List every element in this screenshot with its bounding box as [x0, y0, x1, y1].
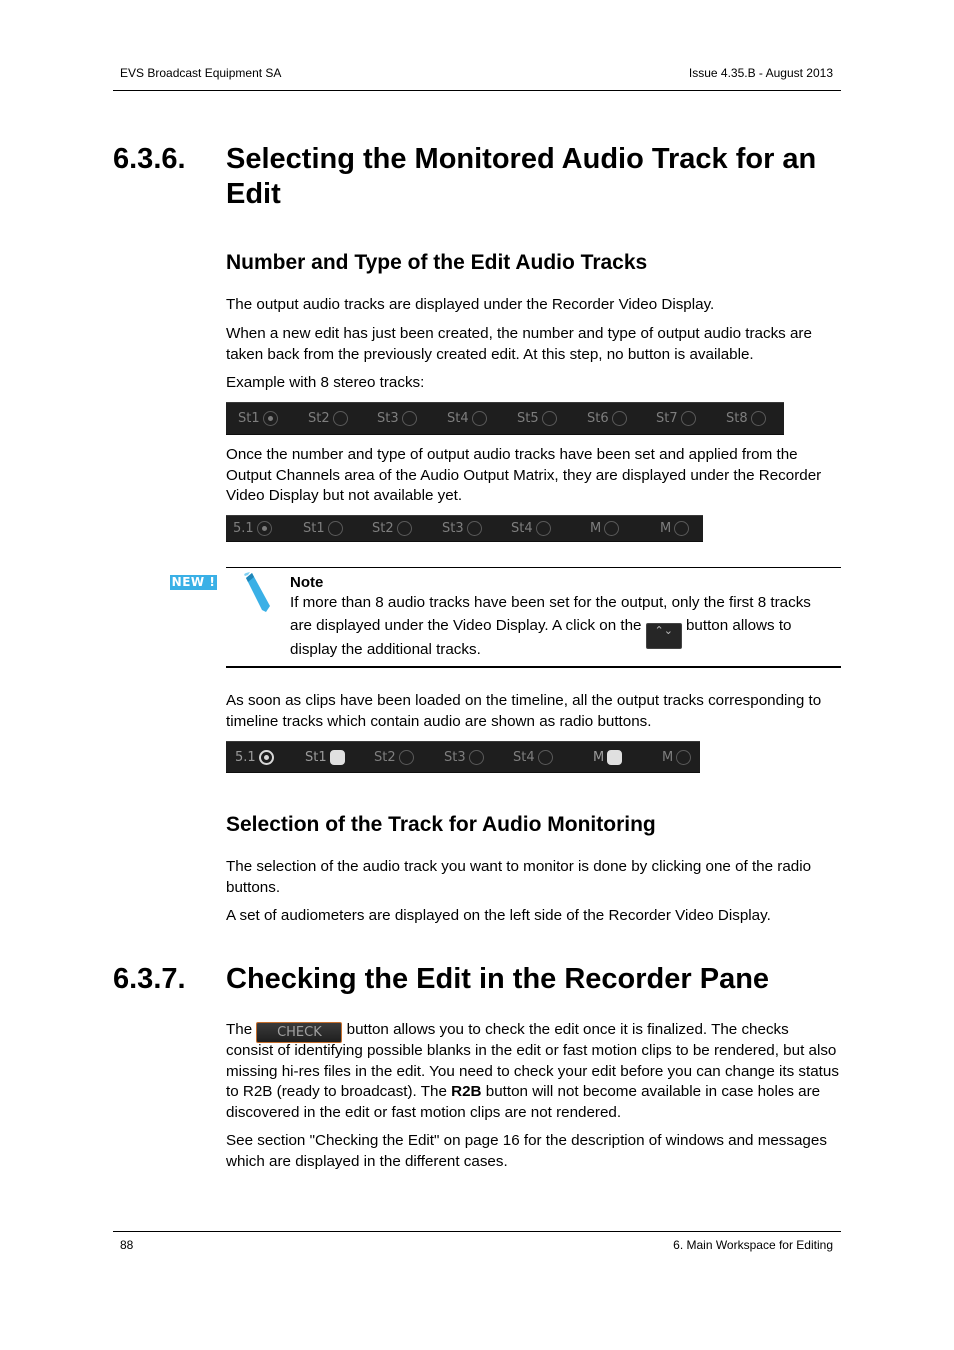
track-label: St2	[308, 411, 330, 426]
subheading-selection: Selection of the Track for Audio Monitoring	[226, 813, 656, 836]
radio-icon	[612, 411, 627, 426]
track-item[interactable]	[305, 742, 345, 772]
track-label: St1	[305, 749, 327, 765]
radio-icon	[538, 750, 553, 765]
track-item	[660, 516, 689, 541]
paragraph: Example with 8 stereo tracks:	[226, 374, 425, 391]
paragraph: See section "Checking the Edit" on page 16 for the description of windows and messages which are displayed in the different cases.	[226, 1132, 827, 1170]
expand-tracks-button[interactable]: ⌃⌄	[646, 623, 682, 649]
radio-icon	[472, 411, 487, 426]
subheading-number-type: Number and Type of the Edit Audio Tracks	[226, 251, 648, 274]
track-label: St3	[442, 521, 464, 536]
track-item	[442, 516, 482, 541]
check-paragraph-rest	[226, 1041, 840, 1123]
radio-icon	[681, 411, 696, 426]
track-item	[662, 742, 691, 772]
track-item	[233, 516, 272, 541]
track-item	[372, 516, 412, 541]
radio-icon	[467, 521, 482, 536]
track-item	[590, 516, 619, 541]
track-item	[587, 403, 627, 434]
text: consist of identifying possible blanks in the edit or fast motion clips to be rendered, but also missing hi-res files in the edit. You need to check your edit before you can change its status to R2B (ready to broadcast). The	[226, 1042, 839, 1100]
radio-icon	[676, 750, 691, 765]
radio-icon	[604, 521, 619, 536]
note-bottom-rule	[226, 666, 841, 668]
track-label: St7	[656, 411, 678, 426]
radio-icon	[751, 411, 766, 426]
page-number: 88	[120, 1238, 134, 1252]
radio-icon	[542, 411, 557, 426]
paragraph: The selection of the audio track you want to monitor is done by clicking one of the radio buttons.	[226, 858, 812, 896]
track-label: St5	[517, 411, 539, 426]
radio-icon	[402, 411, 417, 426]
check-button[interactable]: CHECK	[256, 1022, 342, 1043]
note-line2-start: are displayed under the Video Display. A click on the	[290, 617, 642, 634]
note-line1: If more than 8 audio tracks have been set for the output, only the first 8 tracks	[290, 594, 811, 611]
track-item	[513, 742, 553, 772]
audio-track-bar-stereo	[226, 402, 784, 435]
paragraph: A set of audiometers are displayed on the left side of the Recorder Video Display.	[226, 907, 771, 924]
track-label: St4	[511, 521, 533, 536]
track-item	[726, 403, 766, 434]
radio-icon	[469, 750, 484, 765]
track-label: St4	[447, 411, 469, 426]
section-number: 6.3.6.	[113, 143, 186, 175]
radio-icon[interactable]	[330, 750, 345, 765]
track-label: St1	[303, 521, 325, 536]
paragraph: As soon as clips have been loaded on the timeline, all the output tracks corresponding to timeline tracks which contain audio are shown as radio buttons.	[226, 692, 822, 730]
footer-rule	[113, 1231, 841, 1232]
track-label: St2	[372, 521, 394, 536]
text: button will not become available in case holes are discovered in the edit or fast motion clips are not rendered.	[226, 1083, 821, 1121]
track-label: 5.1	[235, 749, 256, 765]
section-number: 6.3.7.	[113, 963, 186, 995]
r2b-label: R2B	[451, 1083, 482, 1100]
audio-track-bar-active	[226, 741, 700, 773]
radio-icon	[263, 411, 278, 426]
radio-selected-icon[interactable]	[259, 750, 274, 765]
track-label: St1	[238, 411, 260, 426]
radio-icon	[333, 411, 348, 426]
radio-icon	[397, 521, 412, 536]
header-rule	[113, 90, 841, 91]
radio-icon	[328, 521, 343, 536]
note-title: Note	[290, 574, 324, 591]
track-label: St3	[444, 749, 466, 765]
track-item	[447, 403, 487, 434]
track-item	[517, 403, 557, 434]
track-label: St2	[374, 749, 396, 765]
check-paragraph-line1	[226, 1017, 789, 1043]
track-label: M	[660, 521, 672, 536]
track-label: M	[590, 521, 602, 536]
track-item	[308, 403, 348, 434]
pencil-icon	[242, 572, 272, 614]
new-badge: NEW !	[171, 575, 216, 589]
section-title: Selecting the Monitored Audio Track for an Edit	[226, 143, 817, 210]
note-top-rule	[226, 567, 841, 568]
track-item	[374, 742, 414, 772]
track-item[interactable]	[235, 742, 274, 772]
track-item	[303, 516, 343, 541]
footer-chapter: 6. Main Workspace for Editing	[673, 1238, 833, 1252]
track-item	[656, 403, 696, 434]
track-label: St6	[587, 411, 609, 426]
track-item	[238, 403, 278, 434]
track-item	[377, 403, 417, 434]
track-label: M	[662, 749, 674, 765]
note-line2-end: button allows to	[685, 617, 792, 634]
text-the: The	[226, 1021, 253, 1038]
radio-icon	[399, 750, 414, 765]
radio-icon	[257, 521, 272, 536]
header-issue: Issue 4.35.B - August 2013	[688, 66, 833, 80]
radio-icon	[674, 521, 689, 536]
paragraph: Once the number and type of output audio tracks have been set and applied from the Output Channels area of the Audio Output Matrix, they are displayed under the Recorder Video Display but not available yet.	[226, 446, 822, 504]
radio-icon	[536, 521, 551, 536]
track-item[interactable]	[593, 742, 622, 772]
track-item	[444, 742, 484, 772]
track-label: M	[593, 749, 605, 765]
section-title: Checking the Edit in the Recorder Pane	[226, 963, 770, 995]
track-label: St8	[726, 411, 748, 426]
track-item	[511, 516, 551, 541]
text-check-desc: button allows you to check the edit once it is finalized. The checks	[346, 1021, 789, 1038]
note-line3: display the additional tracks.	[290, 641, 481, 658]
header-company: EVS Broadcast Equipment SA	[120, 66, 282, 80]
track-label: St3	[377, 411, 399, 426]
audio-track-bar-unavailable	[226, 515, 703, 542]
paragraph: When a new edit has just been created, the number and type of output audio tracks are taken back from the previously created edit. At this step, no button is available.	[226, 325, 812, 363]
track-label: 5.1	[233, 521, 254, 536]
track-label: St4	[513, 749, 535, 765]
paragraph: The output audio tracks are displayed under the Recorder Video Display.	[226, 296, 715, 313]
radio-icon[interactable]	[607, 750, 622, 765]
